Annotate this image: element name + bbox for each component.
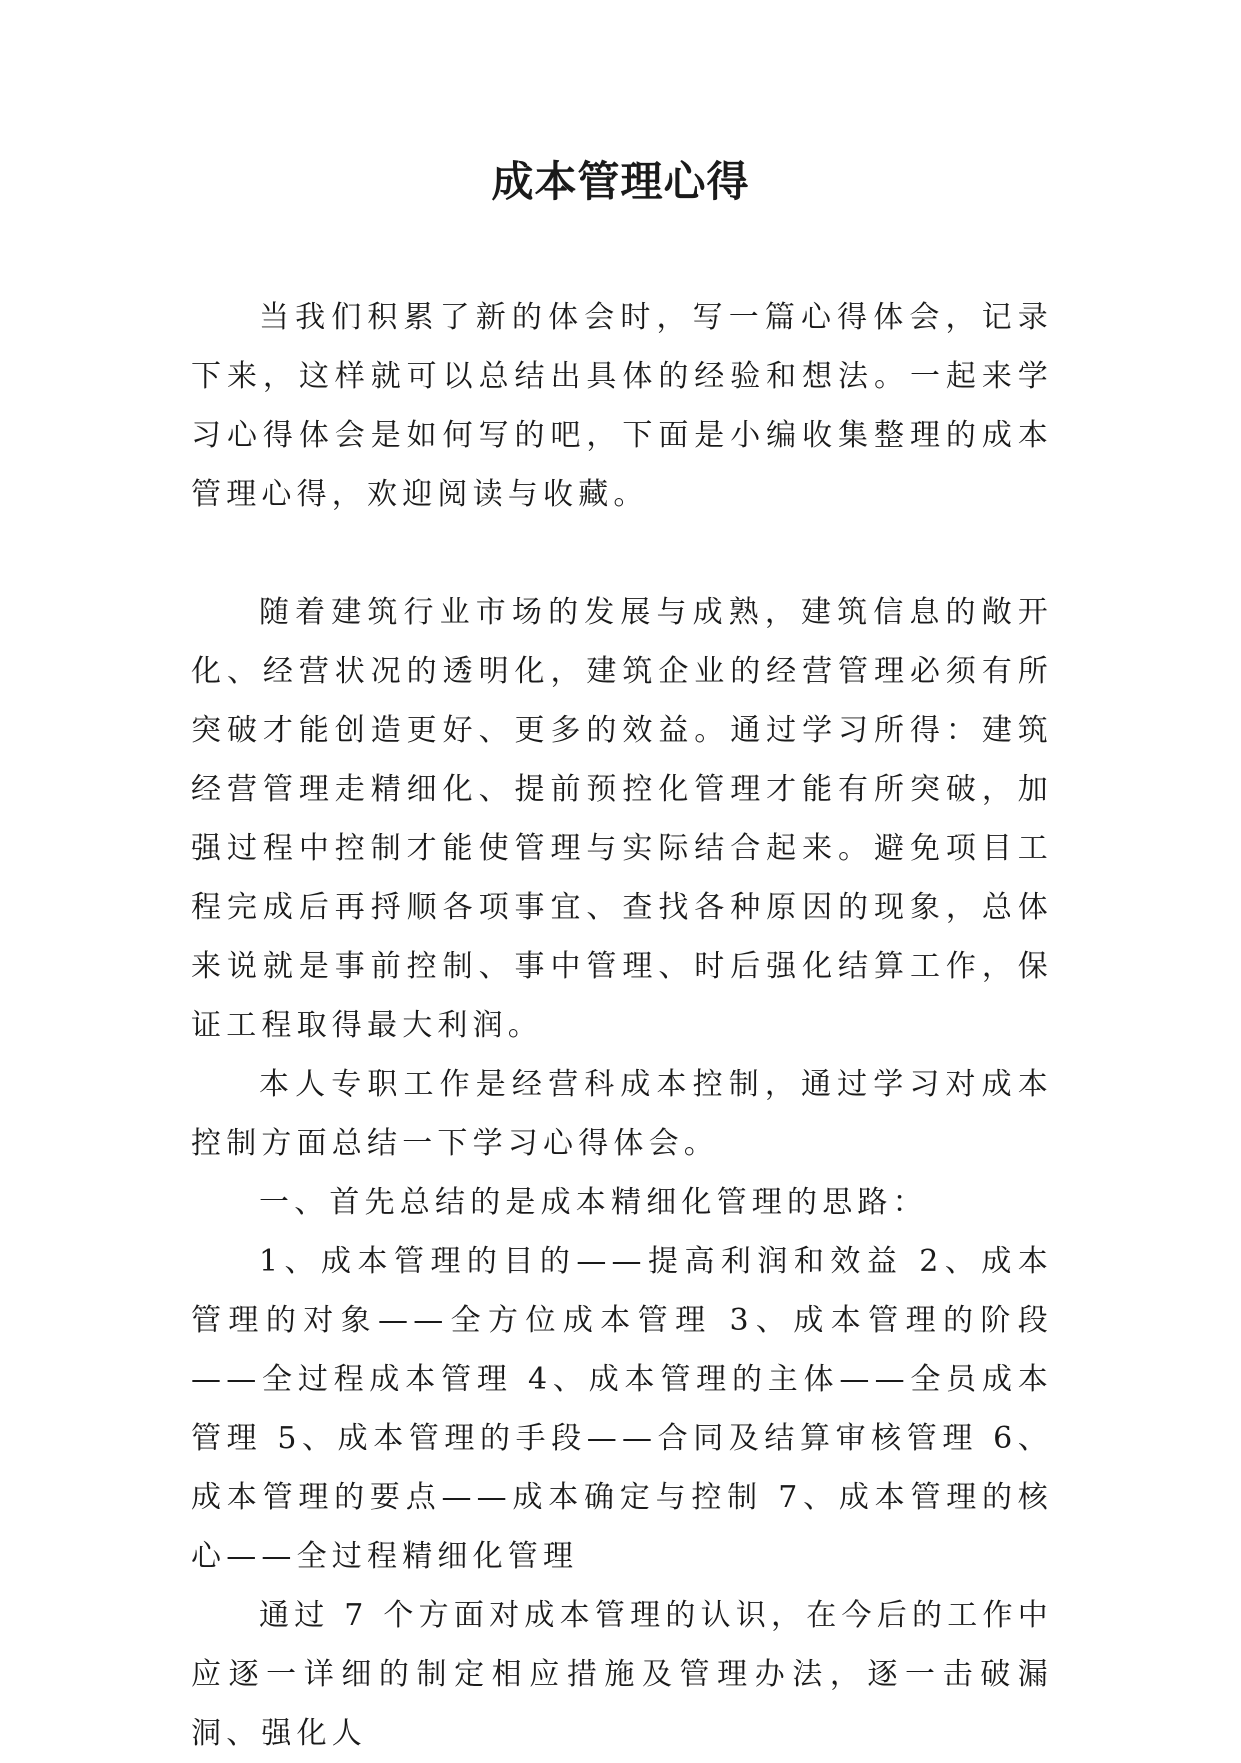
- paragraph-cost-management-list: 1、成本管理的目的——提高利润和效益 2、成本管理的对象——全方位成本管理 3、成本管理的阶段——全过程成本管理 4、成本管理的主体——全员成本管理 5、成本管理的手段——合同及结算审核管理 6、成本管理的要点——成本确定与控制 7、成本管理的核心——全过程精细化管理: [191, 1244, 1053, 1574]
- document-title: 成本管理心得: [491, 157, 750, 206]
- paragraph-personal-role: 本人专职工作是经营科成本控制，通过学习对成本控制方面总结一下学习心得体会。: [191, 1067, 1053, 1161]
- paragraph-industry-background: 随着建筑行业市场的发展与成熟，建筑信息的敞开化、经营状况的透明化，建筑企业的经营管理必须有所突破才能创造更好、更多的效益。通过学习所得：建筑经营管理走精细化、提前预控化管理才能有所突破，加强过程中控制才能使管理与实际结合起来。避免项目工程完成后再捋顺各项事宜、查找各种原因的现象，总体来说就是事前控制、事中管理、时后强化结算工作，保证工程取得最大利润。: [191, 595, 1053, 1043]
- paragraph-section-heading: 一、首先总结的是成本精细化管理的思路：: [259, 1185, 928, 1220]
- paragraph-conclusion: 通过 7 个方面对成本管理的认识，在今后的工作中应逐一详细的制定相应措施及管理办法，逐一击破漏洞、强化人: [191, 1598, 1053, 1751]
- document-body: [191, 288, 1053, 1763]
- paragraph-intro: 当我们积累了新的体会时，写一篇心得体会，记录下来，这样就可以总结出具体的经验和想法。一起来学习心得体会是如何写的吧，下面是小编收集整理的成本管理心得，欢迎阅读与收藏。: [191, 300, 1053, 512]
